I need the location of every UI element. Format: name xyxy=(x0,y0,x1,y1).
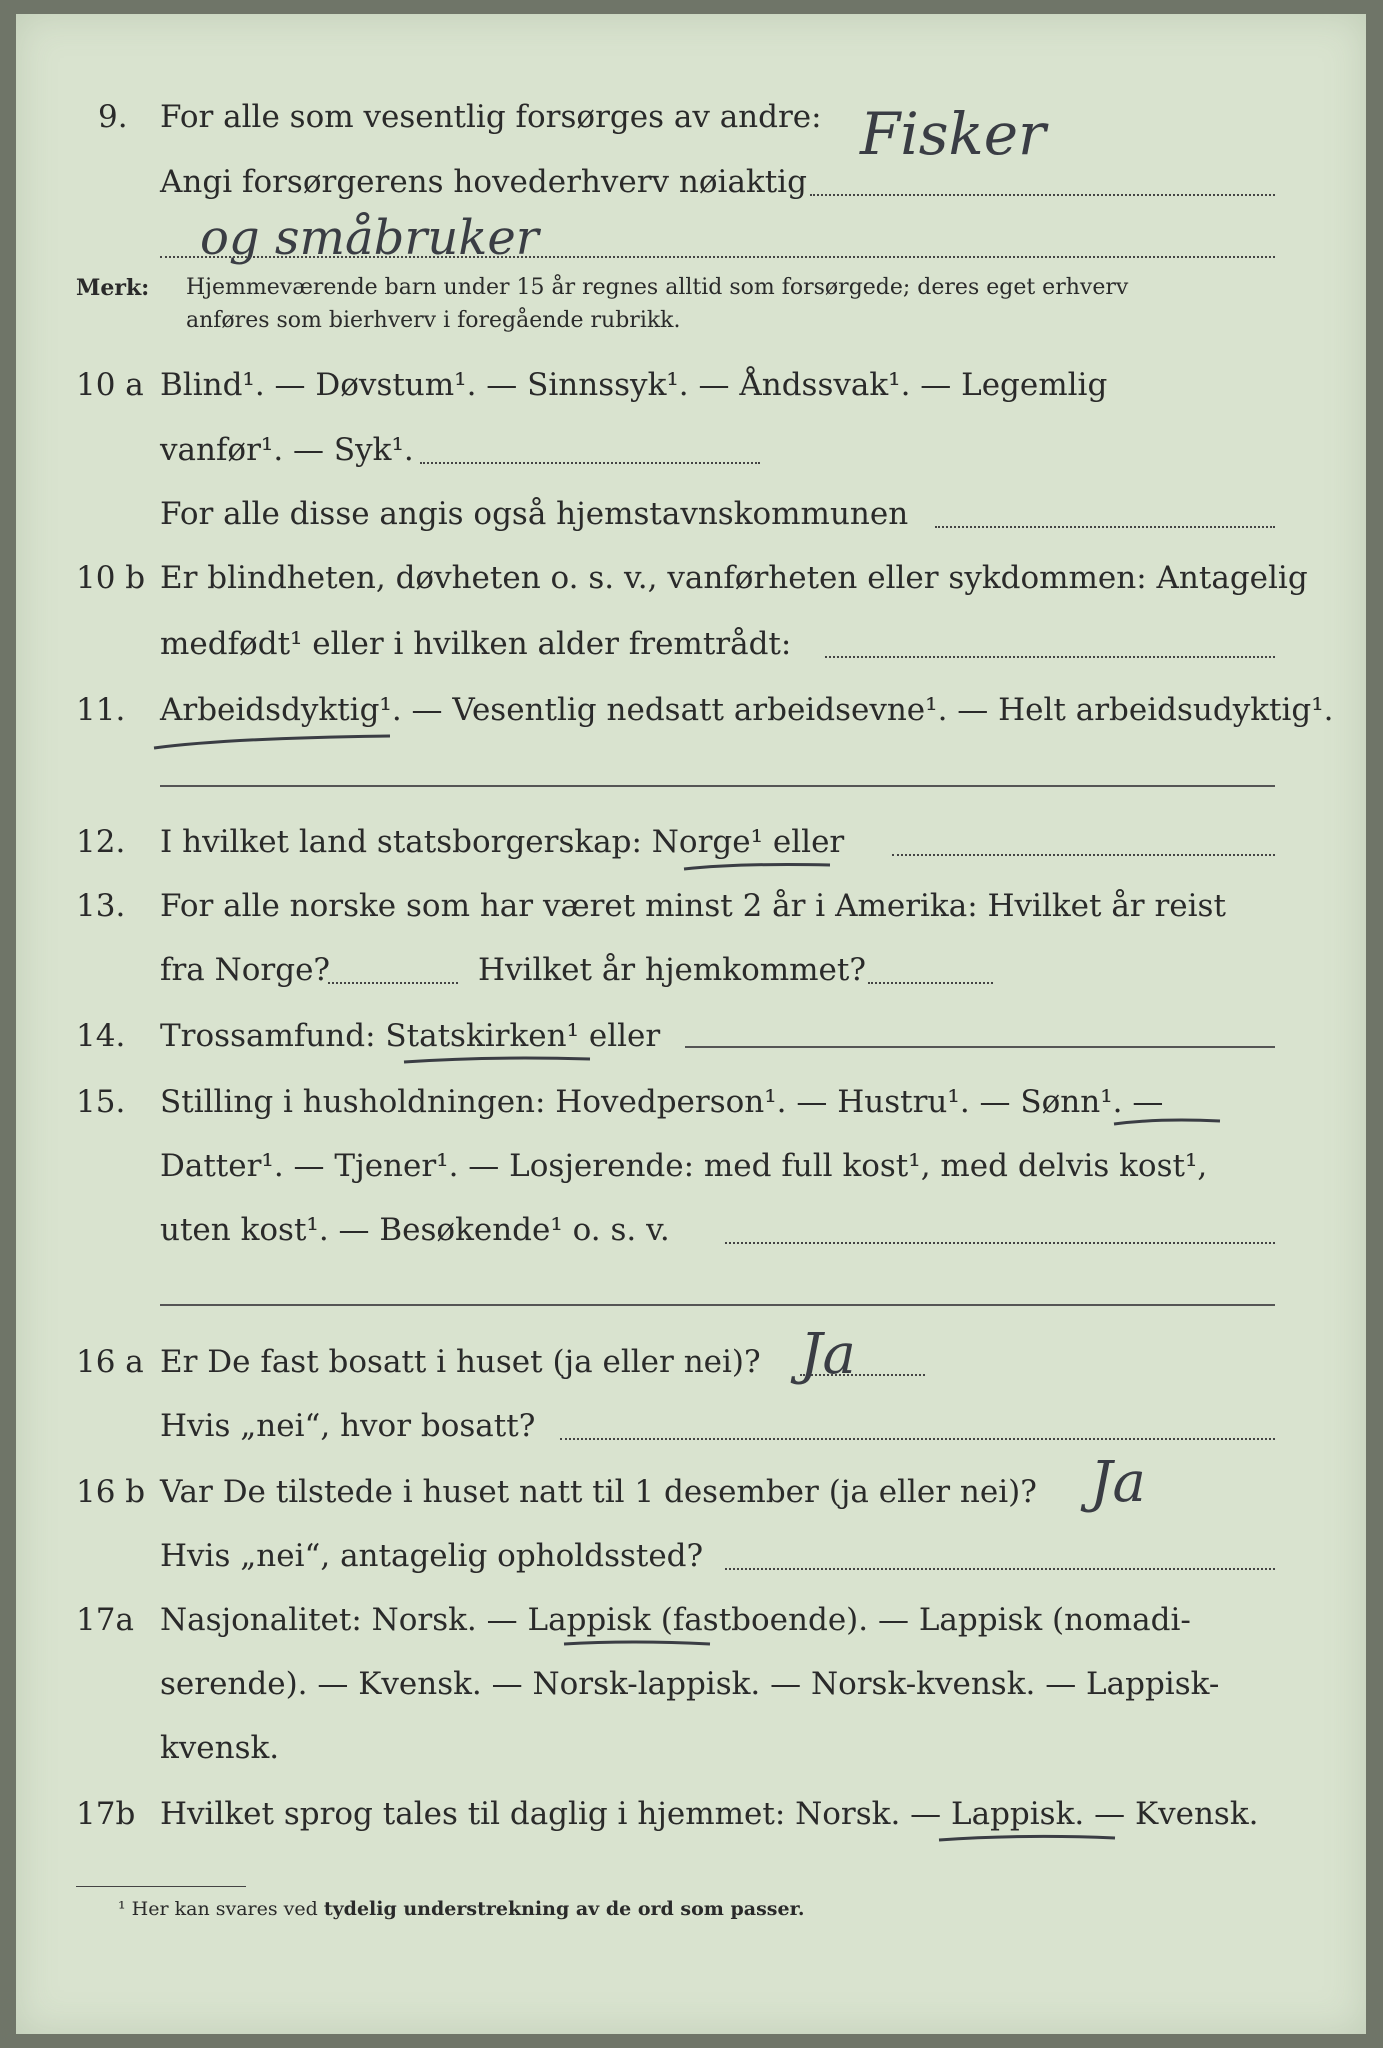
q11-number: 11. xyxy=(76,692,126,728)
q13-line1: For alle norske som har været minst 2 år i Amerika: Hvilket år reist xyxy=(160,888,1226,924)
merk-line1: Hjemmeværende barn under 15 år regnes alltid som forsørgede; deres eget erhverv xyxy=(186,275,1129,300)
q16b-line1: Var De tilstede i huset natt til 1 desember (ja eller nei)? xyxy=(160,1474,1037,1510)
q14-answer-line xyxy=(685,1046,1275,1048)
q10a-answer-line xyxy=(420,462,760,464)
q17b-line1 xyxy=(160,1794,1258,1834)
q10b-number: 10 b xyxy=(76,560,146,596)
q12-number: 12. xyxy=(76,824,126,860)
q17b-lappisk: Lappisk. xyxy=(951,1796,1085,1832)
q14-statskirken: Statskirken¹ xyxy=(385,1018,579,1054)
q16a-bosatt-line xyxy=(560,1438,1275,1440)
q17a-line2: serende). — Kvensk. — Norsk-lappisk. — Norsk-kvensk. — Lappisk- xyxy=(160,1666,1220,1702)
q17b-underline-lappisk xyxy=(935,1830,1125,1850)
q16a-number: 16 a xyxy=(76,1344,144,1380)
q16a-line2: Hvis „nei“, hvor bosatt? xyxy=(160,1408,536,1444)
q12-post: eller xyxy=(772,824,845,860)
q9-line1: For alle som vesentlig forsørges av andre: xyxy=(160,99,822,135)
q9-line2: Angi forsørgerens hovederhverv nøiaktig xyxy=(160,164,807,200)
q9-handwritten-answer2: og småbruker xyxy=(200,210,539,266)
q17a-pre: Nasjonalitet: Norsk. — xyxy=(160,1602,518,1638)
q16b-opholdssted-line xyxy=(725,1568,1275,1570)
q9-answer-line1 xyxy=(810,194,1275,196)
q12-answer-line xyxy=(892,854,1275,856)
q14-number: 14. xyxy=(76,1018,126,1054)
q10b-line2: medfødt¹ eller i hvilken alder fremtrådt: xyxy=(160,626,792,662)
q16a-line1: Er De fast bosatt i huset (ja eller nei)? xyxy=(160,1344,761,1380)
q13-hjemkommet-line xyxy=(868,982,993,984)
q15-post: — xyxy=(1132,1084,1164,1120)
q15-line1 xyxy=(160,1082,1163,1122)
merk-label: Merk: xyxy=(76,275,150,301)
q12-underline-norge xyxy=(680,855,840,879)
q17a-number: 17a xyxy=(76,1602,134,1638)
q17b-pre: Hvilket sprog tales til daglig i hjemmet: Norsk. — xyxy=(160,1796,942,1832)
q17a-lappisk: Lappisk xyxy=(527,1602,651,1638)
q10b-answer-line xyxy=(825,656,1275,658)
q17b-number: 17b xyxy=(76,1796,136,1832)
footnote-normal: Her kan svares ved xyxy=(131,1898,318,1920)
q12-pre: I hvilket land statsborgerskap: xyxy=(160,824,642,860)
q14-underline-statskirken xyxy=(400,1050,600,1072)
q10b-line1: Er blindheten, døvheten o. s. v., vanførheten eller sykdommen: Antagelig xyxy=(160,560,1308,596)
q10a-line1: Blind¹. — Døvstum¹. — Sinnssyk¹. — Åndssvak¹. — Legemlig xyxy=(160,367,1108,403)
q13-reist-line xyxy=(328,982,458,984)
q15-line3: uten kost¹. — Besøkende¹ o. s. v. xyxy=(160,1212,670,1248)
q17a-line3: kvensk. xyxy=(160,1730,280,1766)
q13-part2: Hvilket år hjemkommet? xyxy=(478,952,866,988)
q9-number: 9. xyxy=(98,99,128,135)
footnote-rule xyxy=(76,1886,246,1887)
q12-norge: Norge¹ xyxy=(651,824,764,860)
q10a-line2: vanfør¹. — Syk¹. xyxy=(160,432,414,468)
q11-underline-arbeidsdyktig xyxy=(150,728,400,758)
q11-answer-line xyxy=(160,785,1275,787)
q16b-number: 16 b xyxy=(76,1474,146,1510)
q15-extra-line xyxy=(160,1304,1275,1306)
q15-answer-line xyxy=(725,1242,1275,1244)
q17a-post: (fastboende). — Lappisk (nomadi- xyxy=(660,1602,1191,1638)
q15-line2: Datter¹. — Tjener¹. — Losjerende: med full kost¹, med delvis kost¹, xyxy=(160,1148,1208,1184)
q10a-line3: For alle disse angis også hjemstavnskommunen xyxy=(160,496,909,532)
q11-line1: Arbeidsdyktig¹. — Vesentlig nedsatt arbeidsevne¹. — Helt arbeidsudyktig¹. xyxy=(160,692,1334,728)
q16b-line2: Hvis „nei“, antagelig opholdssted? xyxy=(160,1538,704,1574)
q17b-post: — Kvensk. xyxy=(1094,1796,1259,1832)
q17a-underline-lappisk xyxy=(560,1634,720,1656)
q10a-number: 10 a xyxy=(76,367,144,403)
q15-underline-sonn xyxy=(1110,1112,1230,1134)
q14-post: eller xyxy=(588,1018,661,1054)
q15-sonn: Sønn¹. xyxy=(1020,1084,1123,1120)
q9-handwritten-answer1: Fisker xyxy=(860,100,1046,168)
footnote-mark: ¹ xyxy=(118,1898,126,1920)
merk-line2: anføres som bierhverv i foregående rubrikk. xyxy=(186,308,681,333)
q15-number: 15. xyxy=(76,1084,126,1120)
q10a-hometown-line xyxy=(935,526,1275,528)
q15-pre: Stilling i husholdningen: Hovedperson¹. — Hustru¹. — xyxy=(160,1084,1011,1120)
q13-number: 13. xyxy=(76,888,126,924)
q13-part1: fra Norge? xyxy=(160,952,331,988)
q14-pre: Trossamfund: xyxy=(160,1018,376,1054)
footnote-bold: tydelig understrekning av de ord som passer. xyxy=(323,1898,805,1920)
footnote xyxy=(118,1896,804,1922)
q16a-handwritten-answer: Ja xyxy=(800,1322,856,1387)
q16b-handwritten-answer: Ja xyxy=(1090,1450,1146,1515)
